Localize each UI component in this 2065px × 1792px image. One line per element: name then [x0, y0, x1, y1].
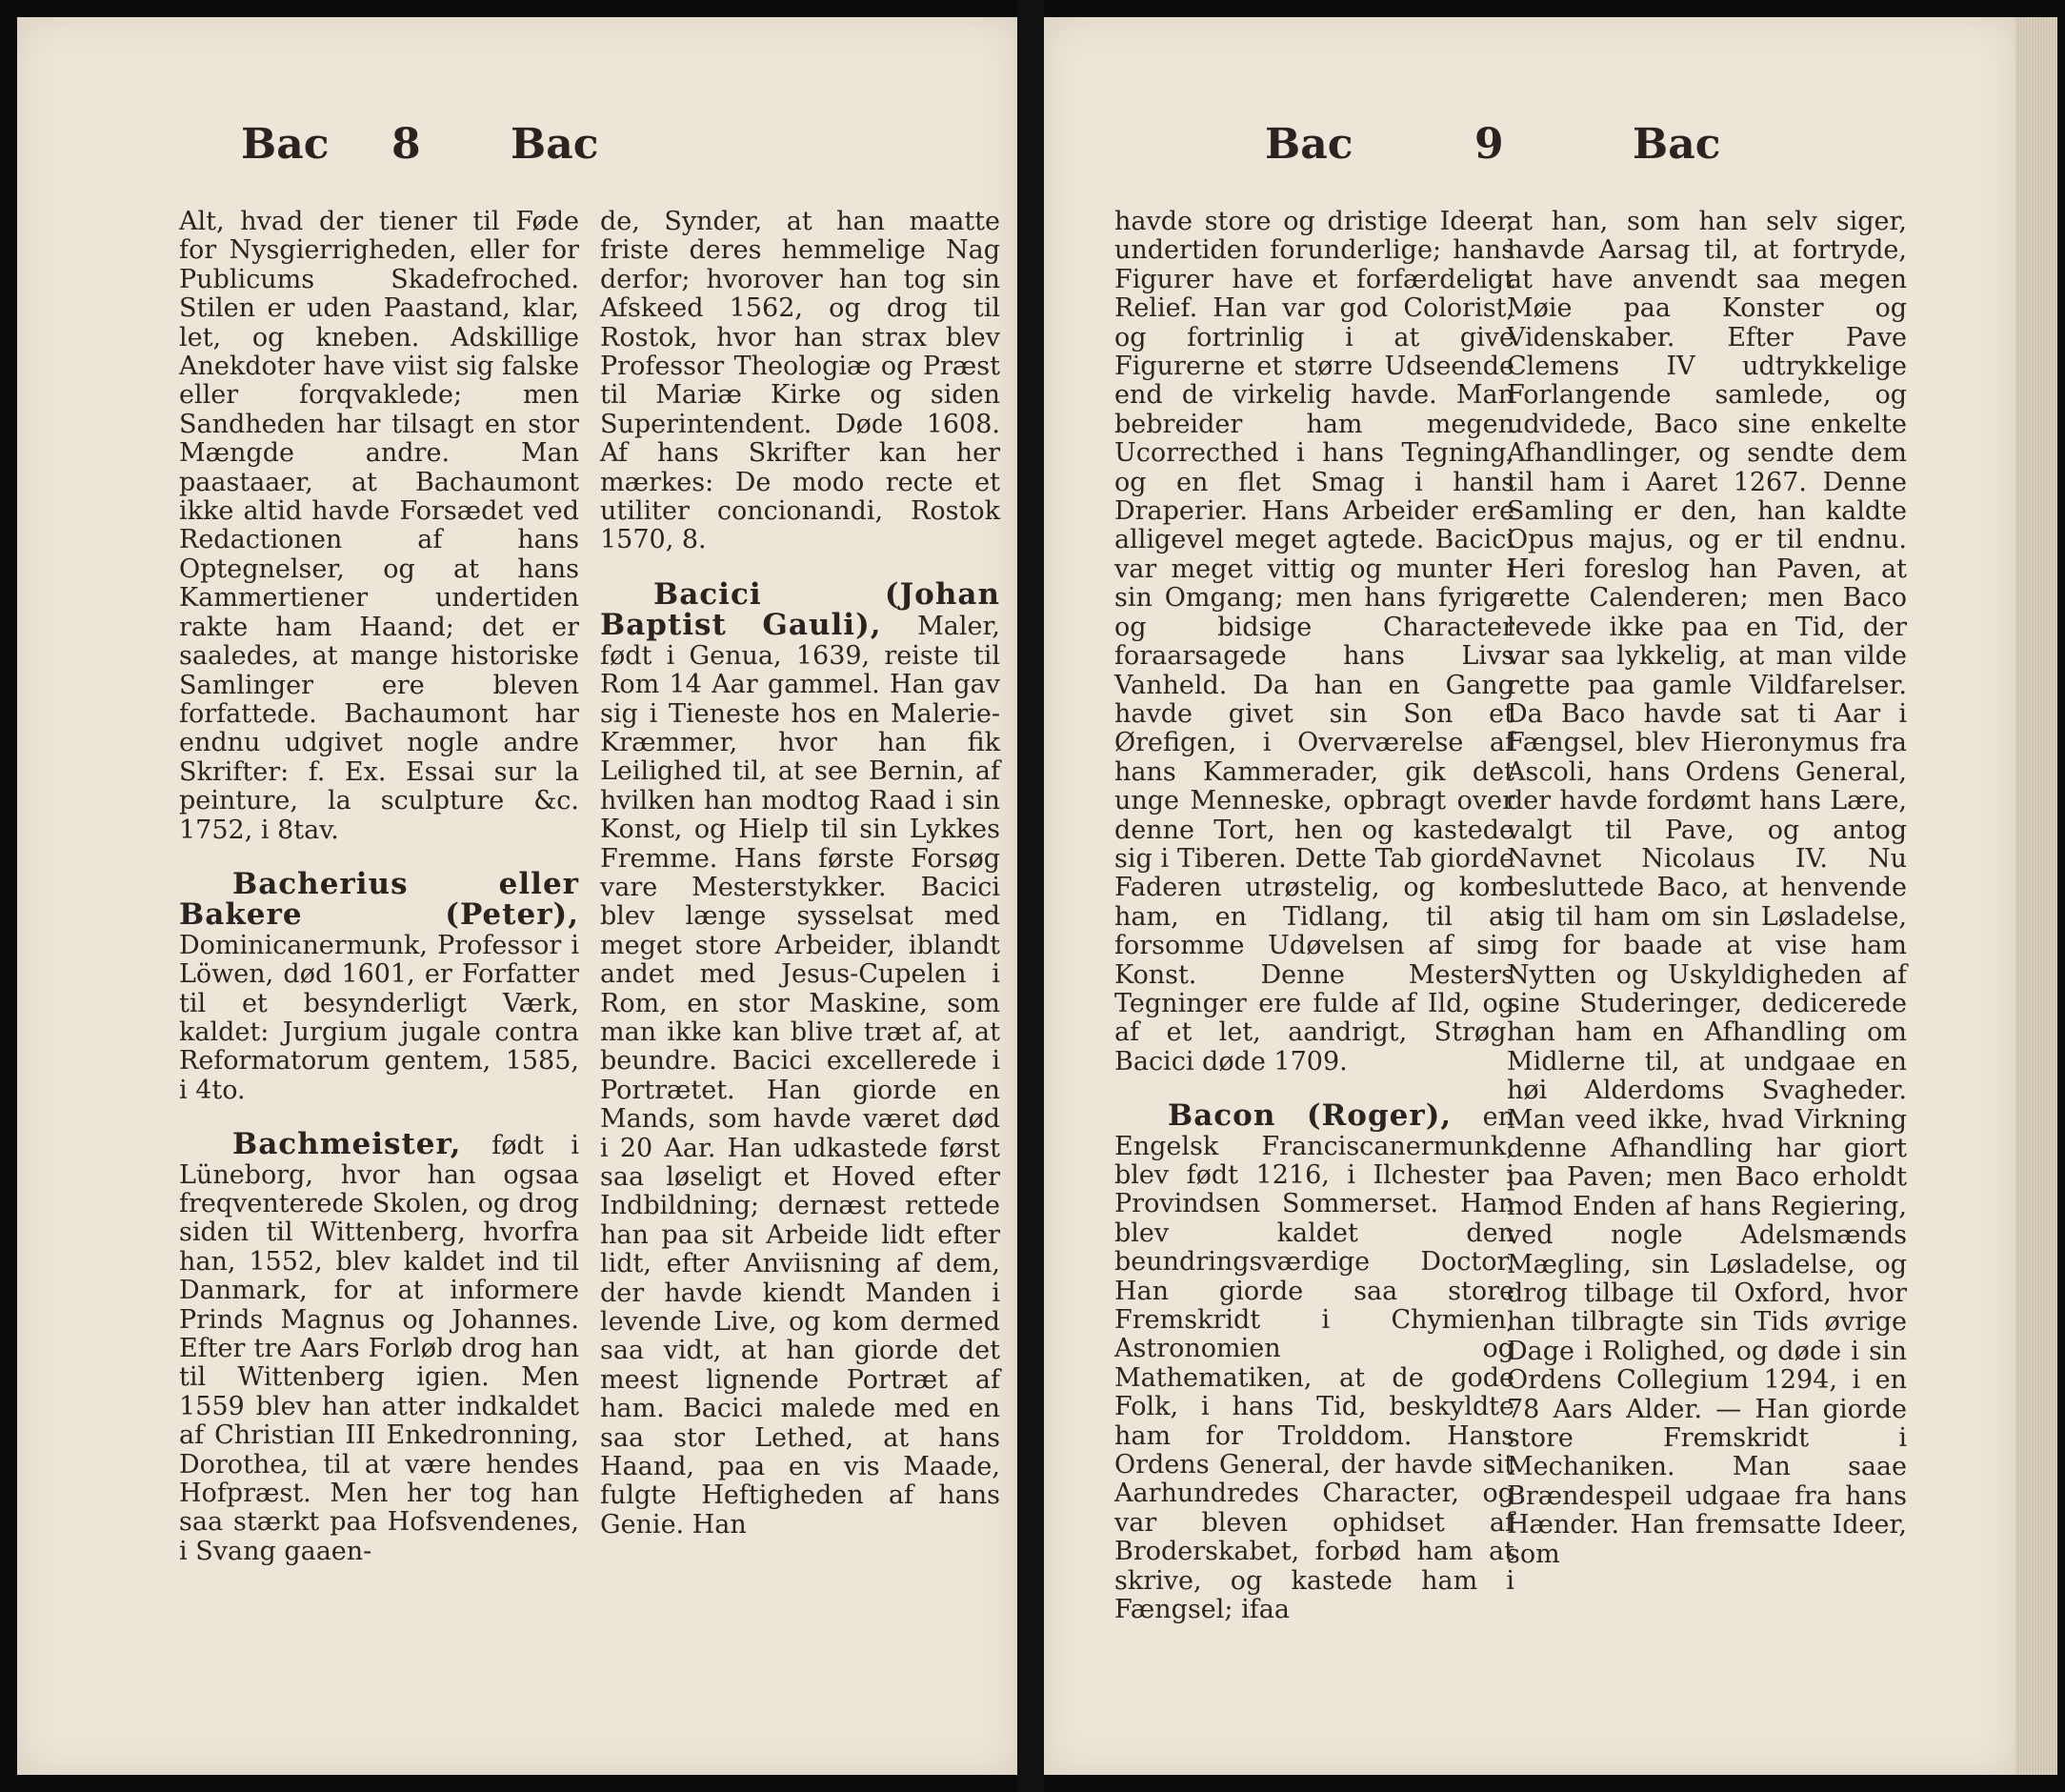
header-left-word: Bac [1265, 120, 1353, 169]
entry-bachmeister [179, 1127, 579, 1566]
header-right-word: Bac [511, 120, 599, 169]
running-header-right [1044, 120, 2015, 187]
text-column-1 [179, 208, 579, 1566]
entry-headword: Bacon (Roger), [1168, 1098, 1483, 1134]
entry-text: født i Lüneborg, hvor han ogsaa freqventerede Skolen, og drog siden til Wittenberg, hvorfra han, 1552, blev kaldet ind til Danmark, for at informere Prinds Magnus og Johannes. Efter tre Aars Forløb drog han til Wittenberg igien. Men 1559 blev han atter indkaldet af Christian III Enkedronning, Dorothea, til at være hendes Hofpræst. Men her tog han saa stærkt paa Hofsvendenes, i Svang gaaen- [179, 1131, 579, 1566]
right-page [1044, 17, 2015, 1775]
entry-text: Dominicanermunk, Professor i Löwen, død 1601, er Forfatter til et besynderligt Værk, kaldet: Jurgium jugale contra Reformatorum gentem, 1585, i 4to. [179, 930, 579, 1105]
page-edges [2015, 17, 2057, 1775]
text-column-2 [1507, 208, 1907, 1569]
text-column-1 [1114, 208, 1514, 1625]
paragraph: at han, som han selv siger, havde Aarsag til, at fortryde, at have anvendt saa megen Møie paa Konster og Videnskaber. Efter Pave Clemens IV udtrykkelige Forlangende samlede, og udvidede, Baco sine enkelte Afhandlinger, og sendte dem til ham i Aaret 1267. Denne Samling er den, han kaldte Opus majus, og er til endnu. Heri foreslog han Paven, at rette Calenderen; men Baco levede ikke paa en Tid, der var saa lykkelig, at man vilde rette paa gamle Vildfarelser. Da Baco havde sat ti Aar i Fængsel, blev Hieronymus fra Ascoli, hans Ordens General, der havde fordømt hans Lære, valgt til Pave, og antog Navnet Nicolaus IV. Nu besluttede Baco, at henvende sig til ham om sin Løsladelse, og for baade at vise ham Nytten og Uskyldigheden af sine Studeringer, dedicerede han ham en Afhandling om Midlerne til, at undgaae en høi Alderdoms Svagheder. Man veed ikke, hvad Virkning denne Afhandling har giort paa Paven; men Baco erholdt mod Enden af hans Regiering, ved nogle Adelsmænds Mægling, sin Løsladelse, og drog tilbage til Oxford, hvor han tilbragte sin Tids øvrige Dage i Rolighed, og døde i sin Ordens Collegium 1294, i en 78 Aars Alder. — Han giorde store Fremskridt i Mechaniken. Man saae Brændespeil udgaae fra hans Hænder. Han fremsatte Ideer, som [1507, 207, 1907, 1569]
entry-headword: Bachmeister, [232, 1127, 492, 1162]
left-page [17, 17, 1017, 1775]
page-number: 8 [391, 120, 421, 169]
header-right-word: Bac [1633, 120, 1721, 169]
header-left-word: Bac [241, 120, 330, 169]
running-header-left [17, 120, 1017, 187]
entry-bacon [1114, 1098, 1514, 1625]
text-column-2 [600, 208, 1000, 1540]
paragraph: Alt, hvad der tiener til Føde for Nysgierrigheden, eller for Publicums Skadefroched. Stilen er uden Paastand, klar, let, og kneben. Adskillige Anekdoter have viist sig falske eller forqvaklede; men Sandheden har tilsagt en stor Mængde andre. Man paastaaer, at Bachaumont ikke altid havde Forsædet ved Redactionen af hans Optegnelser, og at hans Kammertiener undertiden rakte ham Haand; det er saaledes, at mange historiske Samlinger ere bleven forfattede. Bachaumont har endnu udgivet nogle andre Skrifter: f. Ex. Essai sur la peinture, la sculpture &c. 1752, i 8tav. [179, 207, 579, 845]
book-spine [1017, 0, 1044, 1792]
paragraph: de, Synder, at han maatte friste deres hemmelige Nag derfor; hvorover han tog sin Afskeed 1562, og drog til Rostok, hvor han strax blev Professor Theologiæ og Præst til Mariæ Kirke og siden Superintendent. Døde 1608. Af hans Skrifter kan her mærkes: De modo recte et utiliter concionandi, Rostok 1570, 8. [600, 207, 1000, 555]
entry-text: Maler, født i Genua, 1639, reiste til Rom 14 Aar gammel. Han gav sig i Tieneste hos en Malerie-Kræmmer, hvor han fik Leilighed til, at see Bernin, af hvilken han modtog Raad i sin Konst, og Hielp til sin Lykkes Fremme. Hans første Forsøg vare Mesterstykker. Bacici blev længe sysselsat med meget store Arbeider, iblandt andet med Jesus-Cupelen i Rom, en stor Maskine, som man ikke kan blive træt af, at beundre. Bacici excellerede i Portrætet. Han giorde en Mands, som havde været død i 20 Aar. Han udkastede først saa løseligt et Hoved efter Indbildning; dernæst rettede han paa sit Arbeide lidt efter lidt, efter Anviisning af dem, der havde kiendt Manden i levende Live, og kom dermed saa vidt, at han giorde det meest lignende Portræt af ham. Bacici malede med en saa stor Lethed, at hans Haand, paa en vis Maade, fulgte Heftigheden af hans Genie. Han [600, 612, 1000, 1540]
entry-bacherius [179, 866, 579, 1105]
entry-headword: Bacici (Johan Baptist Gauli), [600, 576, 1000, 643]
page-number: 9 [1474, 120, 1504, 169]
entry-bacici [600, 576, 1000, 1540]
paragraph: havde store og dristige Ideer, undertiden forunderlige; hans Figurer have et forfærdeligt Relief. Han var god Colorist, og fortrinlig i at give Figurerne et større Udseende end de virkelig havde. Man bebreider ham megen Ucorrecthed i hans Tegning, og en flet Smag i hans Draperier. Hans Arbeider ere alligevel meget agtede. Bacici var meget vittig og munter i sin Omgang; men hans fyrige og bidsige Character foraarsagede hans Livs Vanheld. Da han en Gang havde givet sin Son et Ørefigen, i Overværelse af hans Kammerader, gik det unge Menneske, opbragt over denne Tort, hen og kastede sig i Tiberen. Dette Tab giorde Faderen utrøstelig, og kom ham, en Tidlang, til at forsomme Udøvelsen af sin Konst. Denne Mesters Tegninger ere fulde af Ild, og af et let, aandrigt, Strøg. Bacici døde 1709. [1114, 207, 1514, 1077]
entry-headword: Bacherius eller Bakere (Peter), [179, 866, 579, 933]
entry-text: en Engelsk Franciscanermunk, blev født 1216, i Ilchester i Provindsen Sommerset. Han blev kaldet den beundringsværdige Doctor. Han giorde saa store Fremskridt i Chymien, Astronomien og Mathematiken, at de gode Folk, i hans Tid, beskyldte ham for Trolddom. Hans Ordens General, der havde sit Aarhundredes Character, og var bleven ophidset af Broderskabet, forbød ham at skrive, og kastede ham i Fængsel; ifaa [1114, 1102, 1514, 1625]
